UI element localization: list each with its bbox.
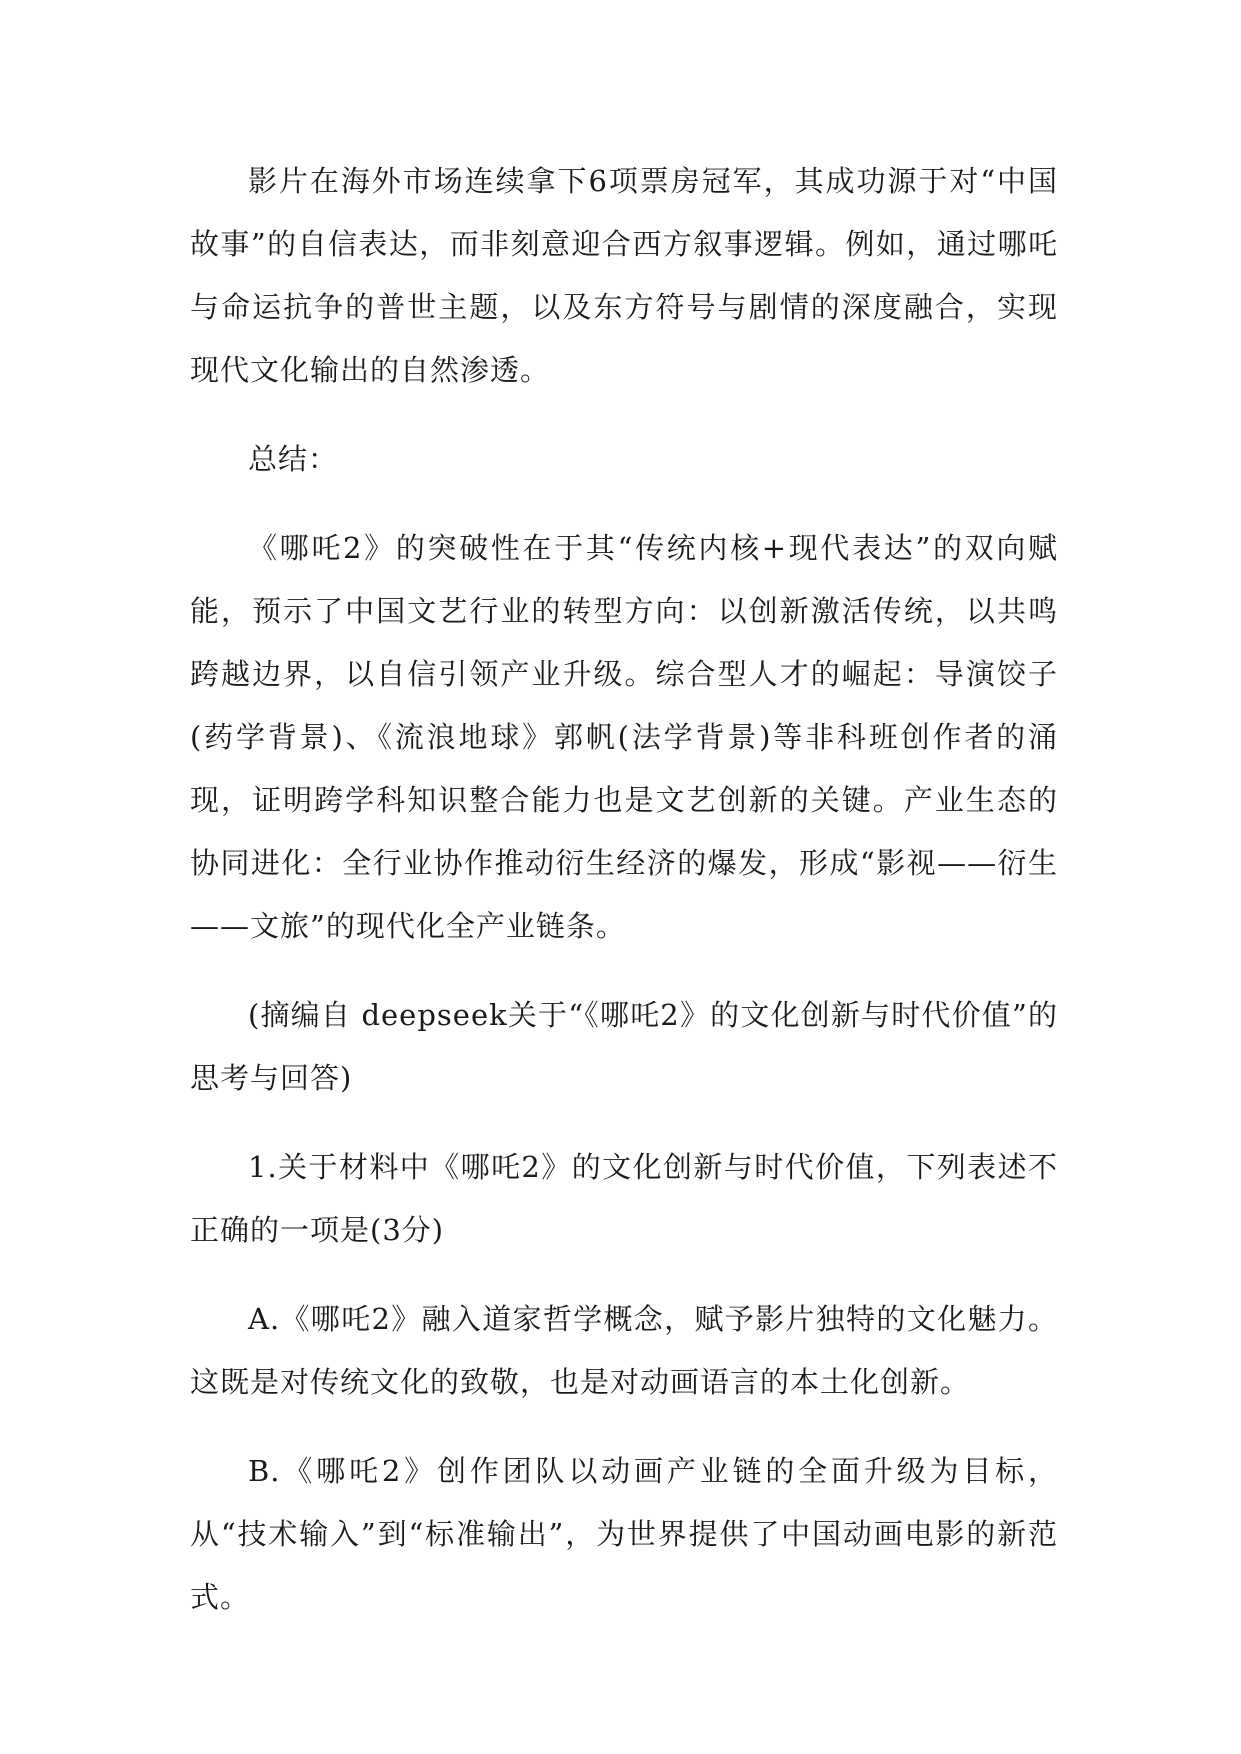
question-1: 1.关于材料中《哪吒2》的文化创新与时代价值，下列表述不正确的一项是(3分) bbox=[190, 1150, 1058, 1247]
paragraph-overseas-box-office: 影片在海外市场连续拿下6项票房冠军，其成功源于对“中国故事”的自信表达，而非刻意迎合西方叙事逻辑。例如，通过哪吒与命运抗争的普世主题，以及东方符号与剧情的深度融合，实现现代文化输出的自然渗透。 bbox=[190, 164, 1058, 387]
option-b: B.《哪吒2》创作团队以动画产业链的全面升级为目标，从“技术输入”到“标准输出”，为世界提供了中国动画电影的新范式。 bbox=[190, 1454, 1058, 1614]
document-page bbox=[190, 150, 1058, 1629]
paragraph-summary-body: 《哪吒2》的突破性在于其“传统内核+现代表达”的双向赋能，预示了中国文艺行业的转型方向：以创新激活传统，以共鸣跨越边界，以自信引领产业升级。综合型人才的崛起：导演饺子(药学背景)、《流浪地球》郭帆(法学背景)等非科班创作者的涌现，证明跨学科知识整合能力也是文艺创新的关键。产业生态的协同进化：全行业协作推动衍生经济的爆发，形成“影视——衍生——文旅”的现代化全产业链条。 bbox=[190, 531, 1058, 943]
paragraph-source-note: (摘编自 deepseek关于“《哪吒2》的文化创新与时代价值”的思考与回答) bbox=[190, 998, 1058, 1095]
option-a: A.《哪吒2》融入道家哲学概念，赋予影片独特的文化魅力。这既是对传统文化的致敬，也是对动画语言的本土化创新。 bbox=[190, 1302, 1058, 1399]
paragraph-summary-heading: 总结： bbox=[248, 442, 339, 476]
